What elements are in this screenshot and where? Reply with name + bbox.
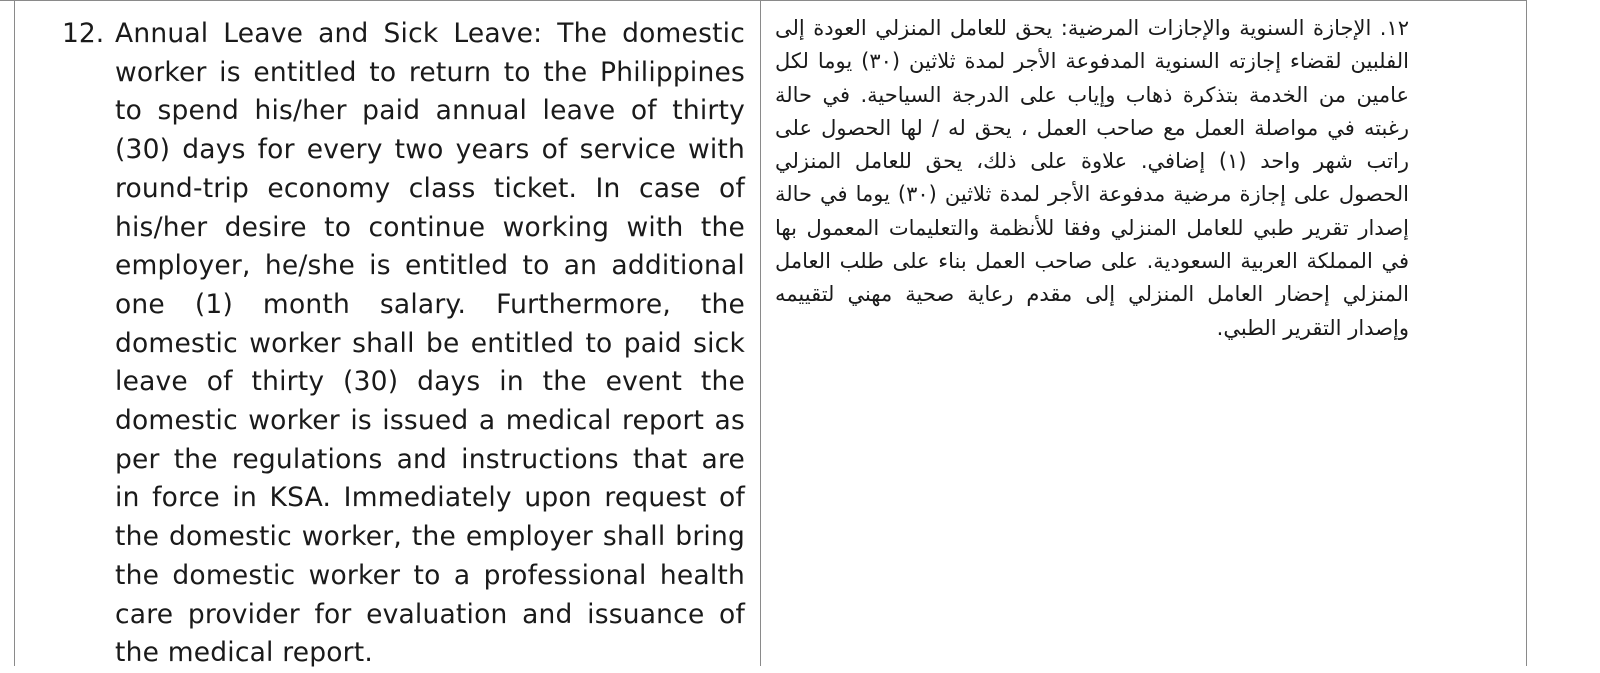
table-right-border [1526, 0, 1527, 666]
english-clause-text: Annual Leave and Sick Leave: The domestic worker is entitled to return to the Philippines to spend his/her paid annual leave of thirty (30) days for every two years of service with round-trip economy class ticket. In case of his/her desire to continue working with the employer, he/she is entitled to an additional one (1) month salary. Furthermore, the domestic worker shall be entitled to paid sick leave of thirty (30) days in the event the domestic worker is issued a medical report as per the regulations and instructions that are in force in KSA. Immediately upon request of the domestic worker, the employer shall bring the domestic worker to a professional health care provider for evaluation and issuance of the medical report. [115, 18, 745, 669]
english-clause-cell [20, 15, 752, 669]
english-clause-number: 12. [62, 18, 105, 49]
table-top-border [0, 0, 1526, 1]
column-divider [760, 0, 761, 666]
arabic-clause-cell [775, 12, 1409, 432]
arabic-clause-text: ١٢. الإجازة السنوية والإجازات المرضية: يحق للعامل المنزلي العودة إلى الفلبين لقضاء إجازته السنوية المدفوعة الأجر لمدة ثلاثين (٣٠) يوما لكل عامين من الخدمة بتذكرة ذهاب وإياب على الدرجة السياحية. في حالة رغبته في مواصلة العمل مع صاحب العمل ، يحق له / لها الحصول على راتب شهر واحد (١) إضافي. علاوة على ذلك، يحق للعامل المنزلي الحصول على إجازة مرضية مدفوعة الأجر لمدة ثلاثين (٣٠) يوما في حالة إصدار تقرير طبي للعامل المنزلي وفقا للأنظمة والتعليمات المعمول بها في المملكة العربية السعودية. على صاحب العمل بناء على طلب العامل المنزلي إحضار العامل المنزلي إلى مقدم رعاية صحية مهني لتقييمه وإصدار التقرير الطبي. [775, 16, 1409, 340]
table-left-border [14, 0, 15, 666]
